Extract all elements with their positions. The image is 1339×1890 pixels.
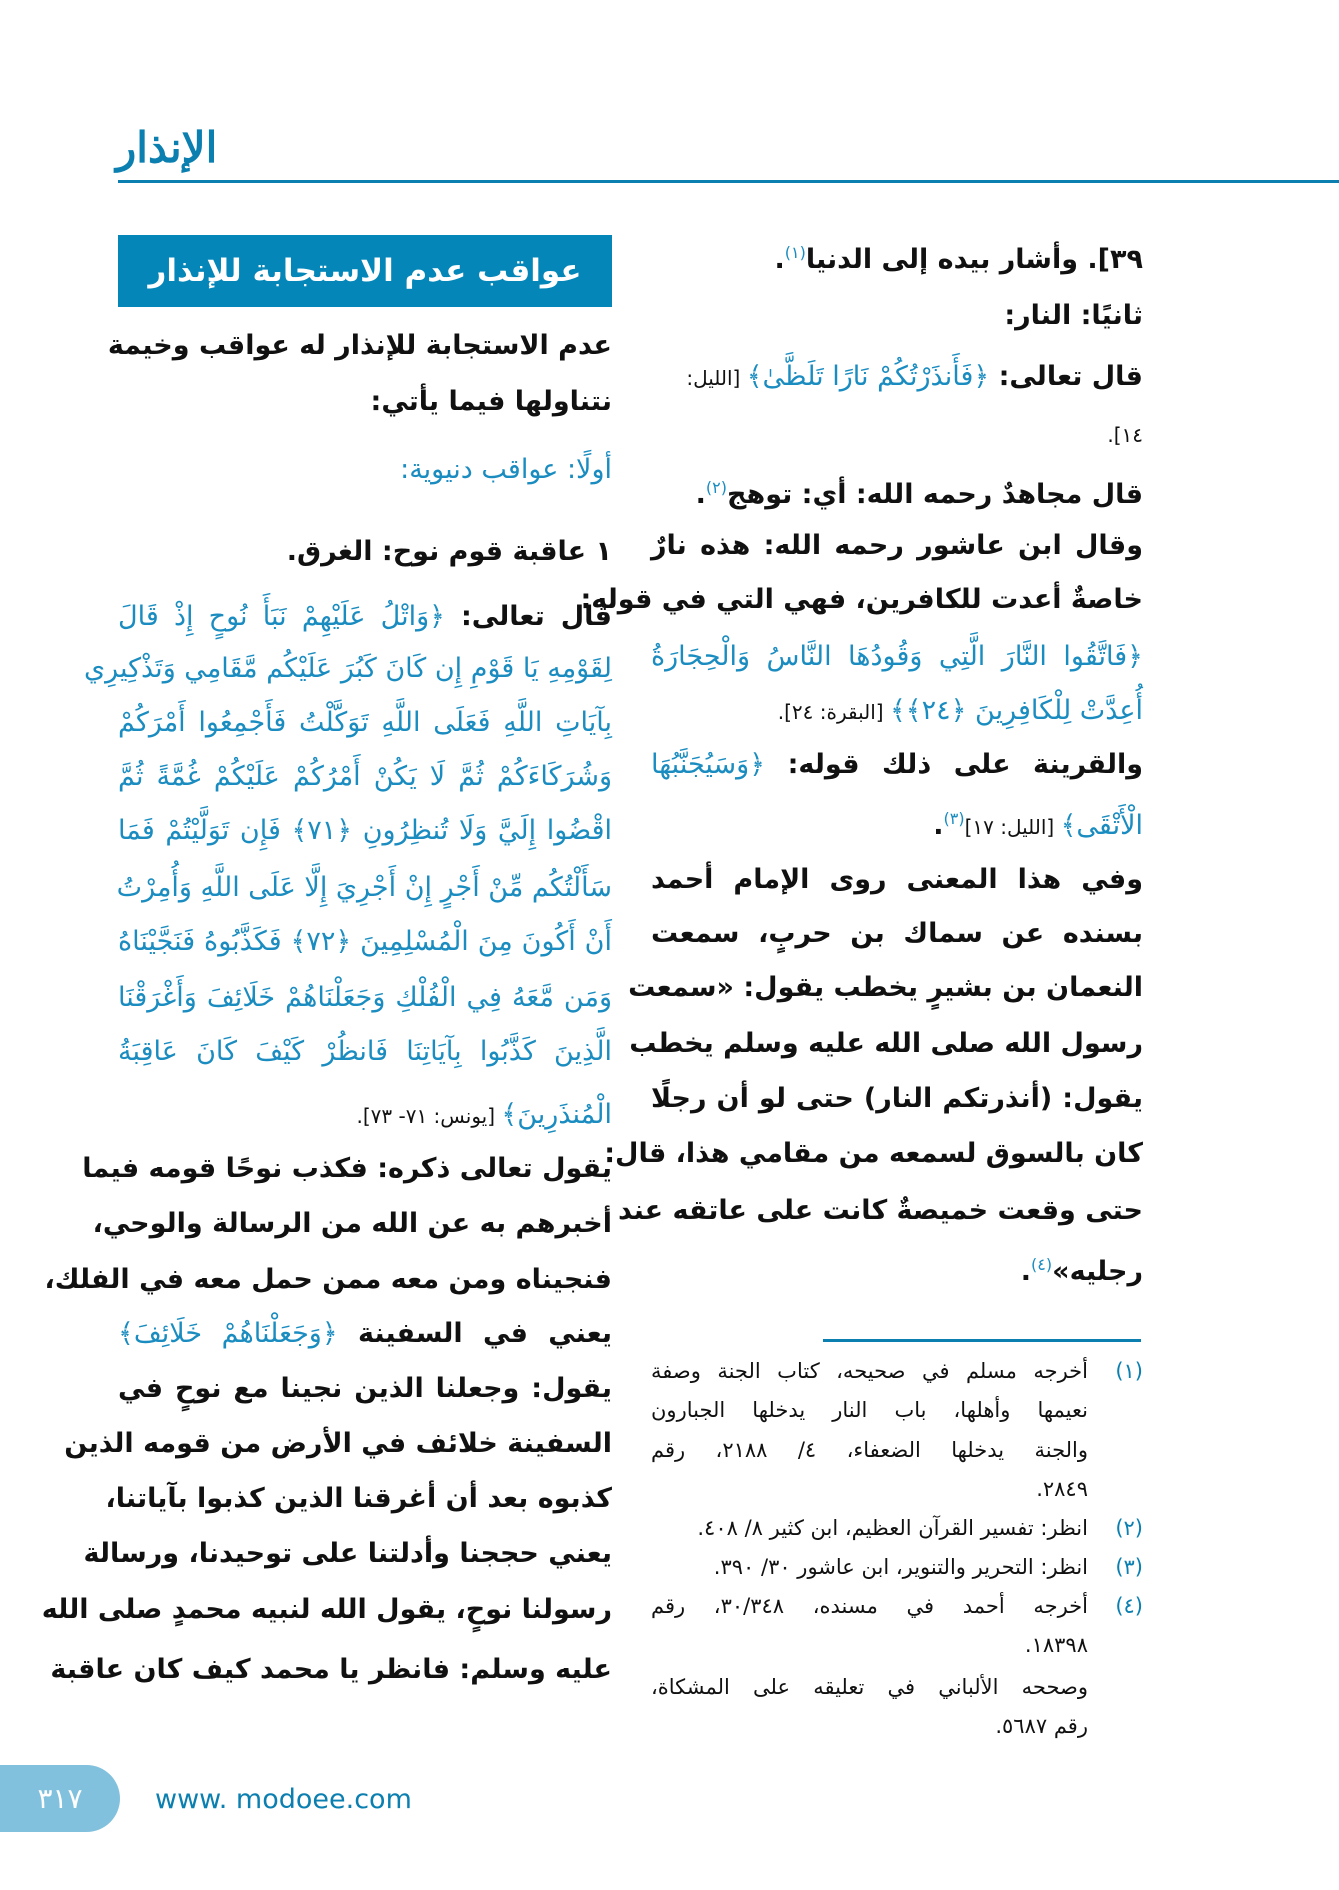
text-segment: النعمان بن بشيرٍ يخطب يقول: «سمعت xyxy=(628,972,1143,1003)
footnote-line xyxy=(651,1510,1143,1546)
text-segment: وصححه الألباني في تعليقه على المشكاة، xyxy=(651,1675,1088,1699)
text-segment: قال تعالى: xyxy=(444,601,612,632)
text-line xyxy=(118,592,612,642)
text-line xyxy=(118,1090,612,1140)
text-segment: . xyxy=(695,479,706,510)
text-segment: خاصةٌ أعدت للكافرين، فهي التي في قوله: xyxy=(580,584,1143,615)
footnote-line xyxy=(651,1549,1143,1585)
text-line xyxy=(107,321,612,371)
text-segment: نتناولها فيما يأتي: xyxy=(370,386,612,417)
text-line xyxy=(118,445,612,495)
text-segment: ٢٨٤٩. xyxy=(1036,1477,1088,1501)
text-segment: حتى وقعت خميصةٌ كانت على عاتقه عند xyxy=(618,1195,1143,1226)
quran-verse: بِآيَاتِ اللَّهِ فَعَلَى اللَّهِ تَوَكَّلْتُ فَأَجْمِعُوا أَمْرَكُمْ xyxy=(118,707,612,738)
text-line xyxy=(628,963,1143,1013)
text-segment: والقرينة على ذلك قوله: xyxy=(765,749,1143,780)
text-segment: ١٨٣٩٨. xyxy=(1024,1633,1088,1657)
text-line xyxy=(83,644,612,694)
verse-citation: [البقرة: ٢٤]. xyxy=(777,700,890,724)
text-line xyxy=(618,1186,1143,1236)
text-segment: كذبوه بعد أن أغرقنا الذين كذبوا بآياتنا، xyxy=(105,1483,612,1514)
text-segment: يقول تعالى ذكره: فكذب نوحًا قومه فيما xyxy=(82,1153,612,1184)
verse-citation: [الليل: xyxy=(686,366,747,390)
text-line xyxy=(118,752,612,802)
text-segment: أخبرهم به عن الله من الرسالة والوحي، xyxy=(92,1208,612,1239)
footnote-line xyxy=(651,1669,1088,1705)
text-segment: . xyxy=(1020,1256,1032,1287)
header-rule xyxy=(118,180,1339,183)
quran-verse: الْمُنذَرِينَ﴾ xyxy=(501,1099,612,1130)
text-line xyxy=(651,521,1143,571)
text-line xyxy=(651,352,1143,402)
text-segment: . xyxy=(774,244,785,275)
text-segment: يعني حججنا وأدلتنا على توحيدنا، ورسالة xyxy=(83,1538,612,1569)
footnote-number: (٣) xyxy=(1115,1555,1143,1579)
text-line xyxy=(651,855,1143,905)
text-line xyxy=(105,1474,612,1524)
text-line xyxy=(651,291,1143,341)
text-segment: يعني في السفينة xyxy=(337,1318,612,1349)
text-line xyxy=(629,1019,1143,1069)
footnote-number: (٢) xyxy=(1115,1516,1143,1540)
footnote-line xyxy=(651,1627,1088,1663)
footnote-rule xyxy=(823,1339,1141,1342)
section-title: عواقب عدم الاستجابة للإنذار xyxy=(148,253,582,289)
text-line xyxy=(41,1585,612,1635)
text-segment: كان بالسوق لسمعه من مقامي هذا، قال: xyxy=(604,1138,1143,1169)
text-line xyxy=(651,686,1143,736)
section-banner xyxy=(118,235,612,307)
footnote-line xyxy=(651,1708,1088,1744)
text-line xyxy=(118,973,612,1023)
text-line xyxy=(651,1074,1143,1124)
text-segment: ٣٩]. وأشار بيده إلى الدنيا xyxy=(805,244,1143,275)
text-line xyxy=(50,1645,612,1695)
text-line xyxy=(83,1529,612,1579)
verse-citation: ١٤]. xyxy=(1107,423,1143,447)
verse-citation: [الليل: ١٧] xyxy=(964,815,1061,839)
footnote-line xyxy=(651,1588,1143,1624)
text-segment: عليه وسلم: فانظر يا محمد كيف كان عاقبة xyxy=(50,1654,612,1685)
text-line xyxy=(118,1309,612,1359)
text-line xyxy=(82,1144,612,1194)
text-segment: قال مجاهدٌ رحمه الله: أي: توهج xyxy=(727,479,1143,510)
quran-verse: وَشُرَكَاءَكُمْ ثُمَّ لَا يَكُنْ أَمْرُكُمْ عَلَيْكُمْ غُمَّةً ثُمَّ xyxy=(118,761,612,792)
text-line xyxy=(604,1129,1143,1179)
text-line xyxy=(580,575,1143,625)
text-segment: وقال ابن عاشور رحمه الله: هذه نارٌ xyxy=(651,530,1143,561)
quran-verse: ﴿وَاتْلُ عَلَيْهِمْ نَبَأَ نُوحٍ إِذْ قَالَ xyxy=(118,601,445,632)
text-line xyxy=(118,698,612,748)
text-segment: ١ عاقبة قوم نوح: الغرق. xyxy=(286,536,612,567)
footnote-line xyxy=(651,1471,1088,1507)
quran-verse: أَنْ أَكُونَ مِنَ الْمُسْلِمِينَ ﴿٧٢﴾ فَكَذَّبُوهُ فَنَجَّيْنَاهُ xyxy=(118,926,612,957)
text-line xyxy=(118,863,612,913)
quran-verse: أُعِدَّتْ لِلْكَافِرِينَ ﴿٢٤﴾﴾ xyxy=(889,695,1143,726)
page-number-badge xyxy=(0,1765,120,1832)
page-number: ٣١٧ xyxy=(37,1782,83,1815)
text-segment: رقم ٥٦٨٧. xyxy=(995,1714,1088,1738)
footnote-line xyxy=(651,1392,1088,1428)
text-segment: بسنده عن سماك بن حربٍ، سمعت xyxy=(651,918,1143,949)
text-segment: السفينة خلائف في الأرض من قومه الذين xyxy=(64,1428,612,1459)
footnote-reference[interactable]: (٢) xyxy=(705,478,728,497)
text-line xyxy=(651,228,1143,278)
quran-verse: وَمَن مَّعَهُ فِي الْفُلْكِ وَجَعَلْنَاهُمْ خَلَائِفَ وَأَغْرَقْنَا xyxy=(118,982,612,1013)
text-segment: يقول: (أنذرتكم النار) حتى لو أن رجلًا xyxy=(651,1083,1143,1114)
text-line xyxy=(651,740,1143,790)
website-url: www. modoee.com xyxy=(155,1784,412,1815)
text-line xyxy=(651,409,1143,459)
text-segment: قال تعالى: xyxy=(989,361,1143,392)
quran-verse: ﴿فَاتَّقُوا النَّارَ الَّتِي وَقُودُهَا النَّاسُ وَالْحِجَارَةُ xyxy=(651,641,1143,672)
text-line xyxy=(118,377,612,427)
footnote-line xyxy=(651,1432,1088,1468)
text-line xyxy=(118,806,612,856)
text-line xyxy=(651,909,1143,959)
text-segment: انظر: التحرير والتنوير، ابن عاشور ٣٠/ ٣٩٠. xyxy=(713,1555,1088,1579)
text-segment: عدم الاستجابة للإنذار له عواقب وخيمة xyxy=(107,330,612,361)
quran-verse: ﴿وَجَعَلْنَاهُمْ خَلَائِفَ﴾ xyxy=(118,1318,338,1349)
text-segment: نعيمها وأهلها، باب النار يدخلها الجبارون xyxy=(651,1398,1088,1422)
verse-citation: [يونس: ٧١- ٧٣]. xyxy=(356,1104,502,1128)
quran-verse: سَأَلْتُكُم مِّنْ أَجْرٍ إِنْ أَجْرِيَ إِلَّا عَلَى اللَّهِ وَأُمِرْتُ xyxy=(116,872,612,903)
quran-verse: اقْضُوا إِلَيَّ وَلَا تُنظِرُونِ ﴿٧١﴾ فَإِن تَوَلَّيْتُمْ فَمَا xyxy=(118,815,612,846)
text-line xyxy=(118,917,612,967)
quran-verse: لِقَوْمِهِ يَا قَوْمِ إِن كَانَ كَبُرَ عَلَيْكُم مَّقَامِي وَتَذْكِيرِي xyxy=(83,653,612,684)
text-segment: وفي هذا المعنى روى الإمام أحمد xyxy=(651,864,1143,895)
quran-verse: الْأَتْقَى﴾ xyxy=(1060,810,1143,841)
footnote-reference[interactable]: (٤) xyxy=(1031,1255,1053,1274)
text-segment: . xyxy=(933,810,944,841)
quran-verse: ﴿وَسَيُجَنَّبُهَا xyxy=(651,749,766,780)
footnote-line xyxy=(651,1353,1143,1389)
running-header-title: الإنذار xyxy=(116,123,218,172)
text-segment: أخرجه أحمد في مسنده، ٣٠/٣٤٨، رقم xyxy=(651,1594,1088,1618)
footnote-reference[interactable]: (٣) xyxy=(943,809,965,828)
text-line xyxy=(118,1364,612,1414)
text-segment: رجليه» xyxy=(1052,1256,1143,1287)
text-segment: رسولنا نوحٍ، يقول الله لنبيه محمدٍ صلى الله xyxy=(41,1594,612,1625)
text-line xyxy=(64,1419,612,1469)
text-line xyxy=(651,632,1143,682)
footnote-number: (٤) xyxy=(1115,1594,1143,1618)
quran-verse: الَّذِينَ كَذَّبُوا بِآيَاتِنَا فَانظُرْ كَيْفَ كَانَ عَاقِبَةُ xyxy=(118,1036,612,1067)
text-segment: رسول الله صلى الله عليه وسلم يخطب xyxy=(629,1028,1143,1059)
text-segment: فنجيناه ومن معه ممن حمل معه في الفلك، xyxy=(44,1264,612,1295)
text-segment: ثانيًا: النار: xyxy=(1004,300,1143,331)
text-line xyxy=(118,1027,612,1077)
footnote-reference[interactable]: (١) xyxy=(784,243,806,262)
text-line xyxy=(651,1240,1143,1290)
subheading: أولًا: عواقب دنيوية: xyxy=(400,454,612,485)
text-line xyxy=(118,527,612,577)
text-segment: والجنة يدخلها الضعفاء، ٤/ ٢١٨٨، رقم xyxy=(651,1438,1089,1462)
text-segment: يقول: وجعلنا الذين نجينا مع نوحٍ في xyxy=(118,1373,612,1404)
text-segment: أخرجه مسلم في صحيحه، كتاب الجنة وصفة xyxy=(651,1359,1088,1383)
text-line xyxy=(92,1199,612,1249)
text-line xyxy=(651,794,1143,844)
text-line xyxy=(651,463,1143,513)
text-line xyxy=(44,1255,612,1305)
quran-verse: ﴿فَأَنذَرْتُكُمْ نَارًا تَلَظَّىٰ﴾ xyxy=(746,361,990,392)
footnote-number: (١) xyxy=(1115,1359,1143,1383)
text-segment: انظر: تفسير القرآن العظيم، ابن كثير ٨/ ٤٠٨. xyxy=(697,1516,1088,1540)
